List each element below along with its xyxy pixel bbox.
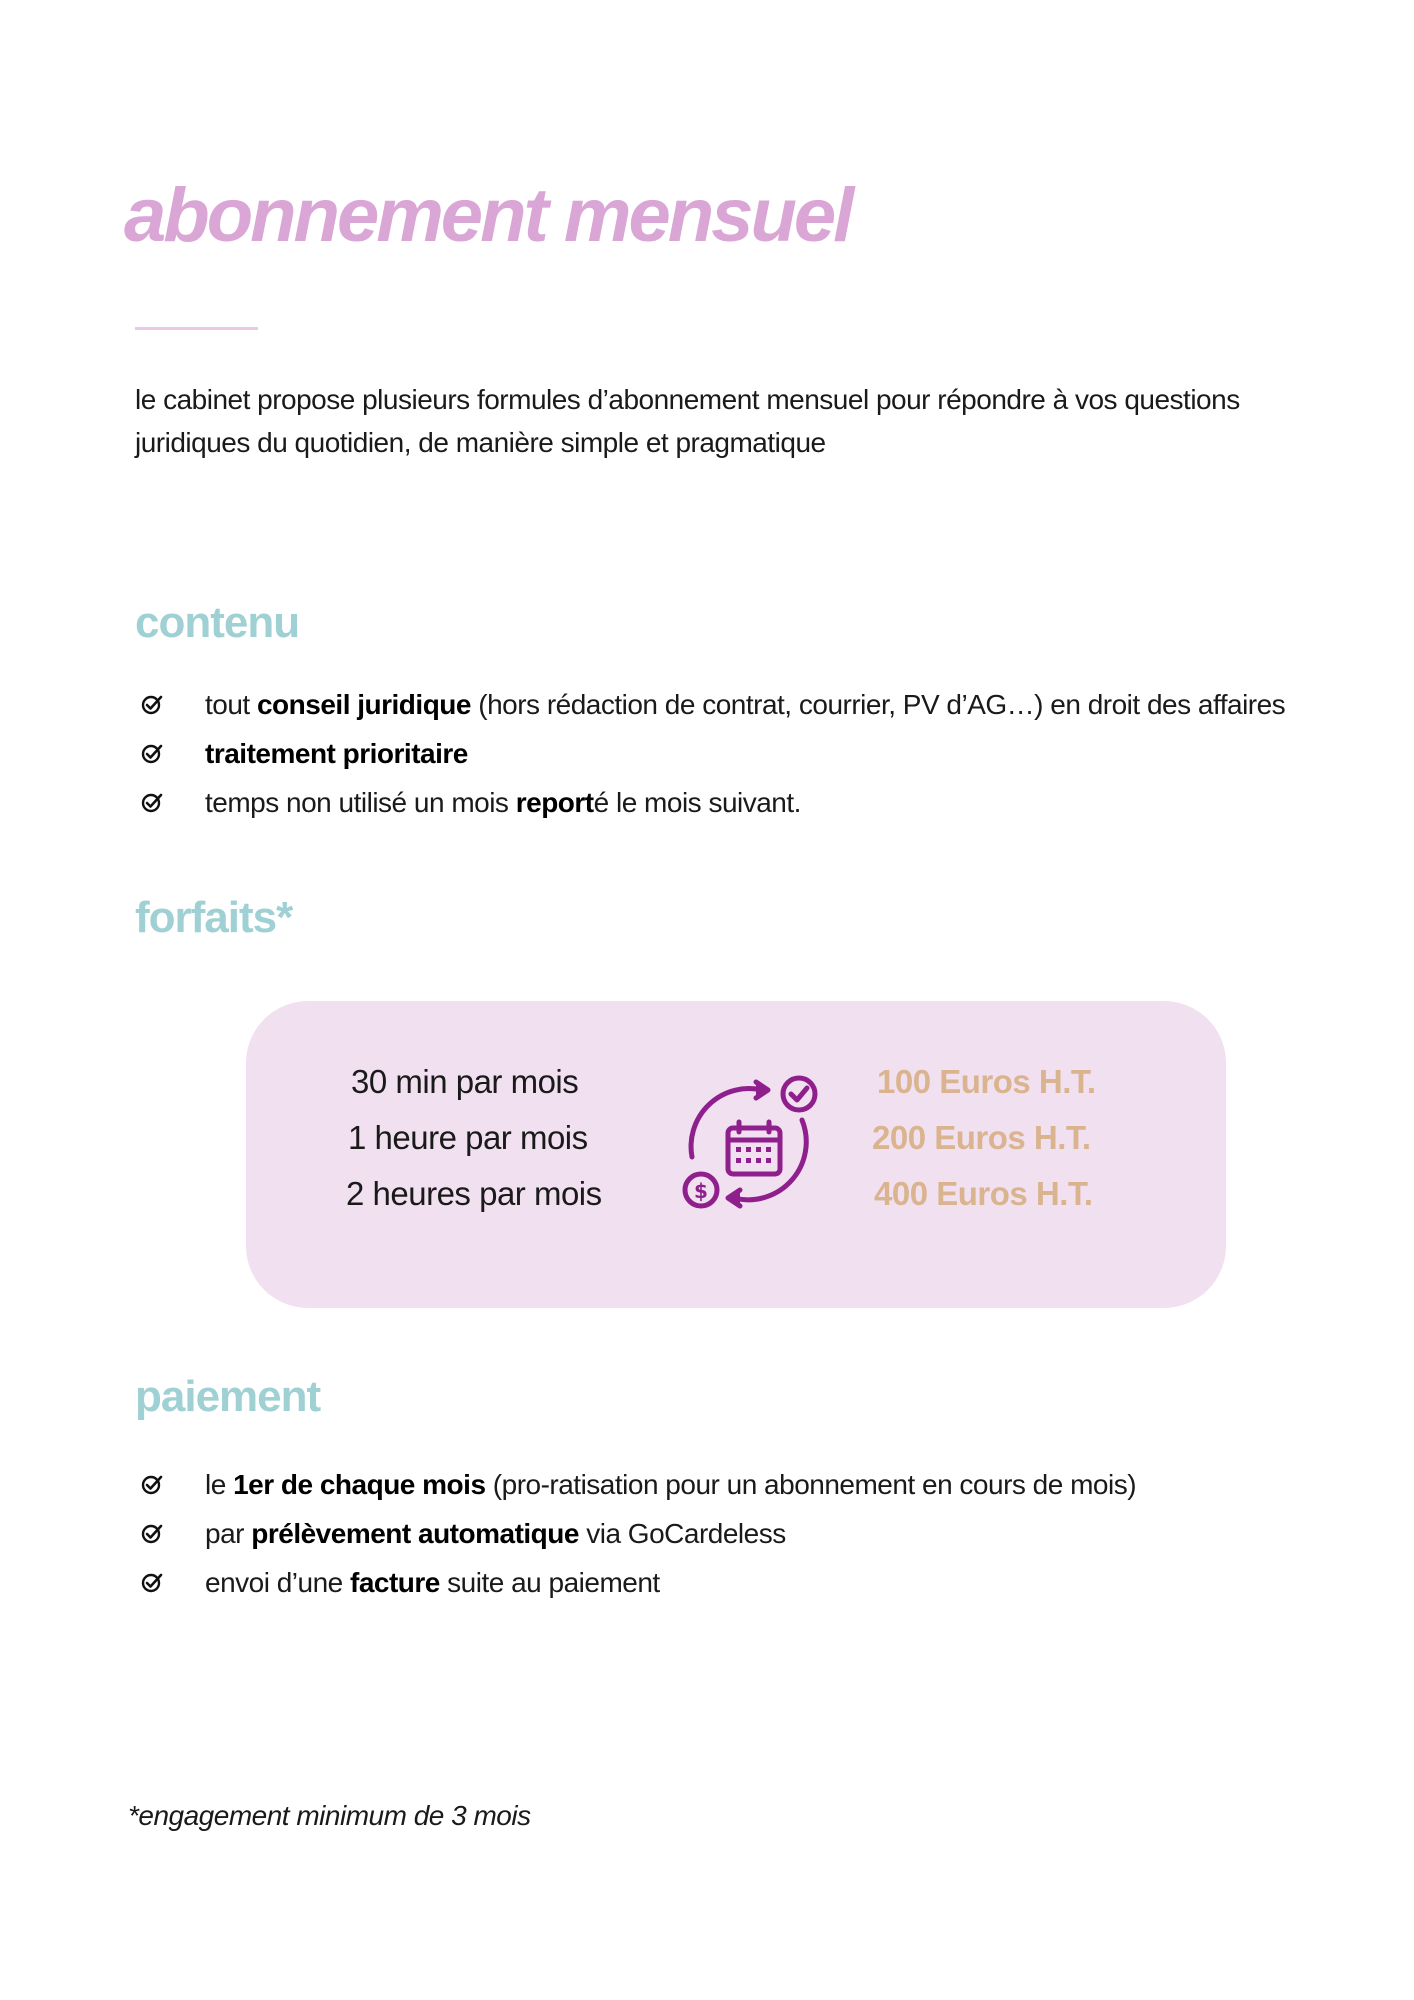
item-bold-text: prélèvement automatique: [251, 1518, 579, 1549]
item-bold-text: conseil juridique: [256, 689, 471, 720]
plan-price: 400 Euros H.T.: [874, 1175, 1093, 1212]
plan-duration: 30 min par mois: [351, 1063, 579, 1100]
plan-duration: 1 heure par mois: [348, 1119, 588, 1156]
item-text: le: [205, 1469, 234, 1500]
heading-contenu: contenu: [135, 598, 300, 647]
item-text: via GoCardeless: [578, 1518, 786, 1549]
item-text: temps non utilisé un mois: [205, 787, 516, 818]
check-circle-icon: [140, 742, 164, 766]
item-text: (pro-ratisation pour un abonnement en cours de mois): [485, 1469, 1137, 1500]
list-item: [135, 1558, 1385, 1607]
list-item: [135, 729, 1385, 778]
title-divider: [135, 327, 258, 330]
item-text: par: [205, 1518, 252, 1549]
heading-forfaits: forfaits*: [135, 893, 293, 942]
heading-paiement: paiement: [135, 1372, 321, 1421]
item-bold-text: report: [515, 787, 594, 818]
footnote: *engagement minimum de 3 mois: [128, 1800, 531, 1831]
item-text: suite au paiement: [439, 1567, 660, 1598]
plan-price: 200 Euros H.T.: [872, 1119, 1091, 1156]
list-item: [135, 1460, 1385, 1509]
plan-durations: [346, 1054, 602, 1222]
item-bold-text: 1er de chaque mois: [233, 1469, 486, 1500]
item-text: envoi d’une: [205, 1567, 351, 1598]
item-text: tout: [205, 689, 257, 720]
list-item: [135, 680, 1385, 729]
page-title: abonnement mensuel: [124, 173, 852, 258]
plan-duration: 2 heures par mois: [346, 1175, 602, 1212]
check-circle-icon: [140, 1571, 164, 1595]
recurring-payment-calendar-icon: [676, 1060, 821, 1215]
item-text: (hors rédaction de contrat, courrier, PV d’AG…) en droit des affaires: [470, 689, 1286, 720]
item-bold-text: facture: [350, 1567, 440, 1598]
svg-text:$: $: [694, 1179, 708, 1203]
intro-paragraph: le cabinet propose plusieurs formules d’abonnement mensuel pour répondre à vos questions juridiques du quotidien, de manière simple et pragmatique: [135, 384, 1240, 458]
check-circle-icon: [140, 791, 164, 815]
check-circle-icon: [140, 693, 164, 717]
plan-prices: [872, 1054, 1096, 1222]
contenu-list: [135, 680, 1385, 827]
check-circle-icon: [140, 1522, 164, 1546]
list-item: [135, 1509, 1385, 1558]
list-item: [135, 778, 1385, 827]
item-bold-text: traitement prioritaire: [205, 738, 468, 769]
check-circle-icon: [140, 1473, 164, 1497]
plan-price: 100 Euros H.T.: [877, 1063, 1096, 1100]
item-text: é le mois suivant.: [593, 787, 801, 818]
paiement-list: [135, 1460, 1385, 1607]
